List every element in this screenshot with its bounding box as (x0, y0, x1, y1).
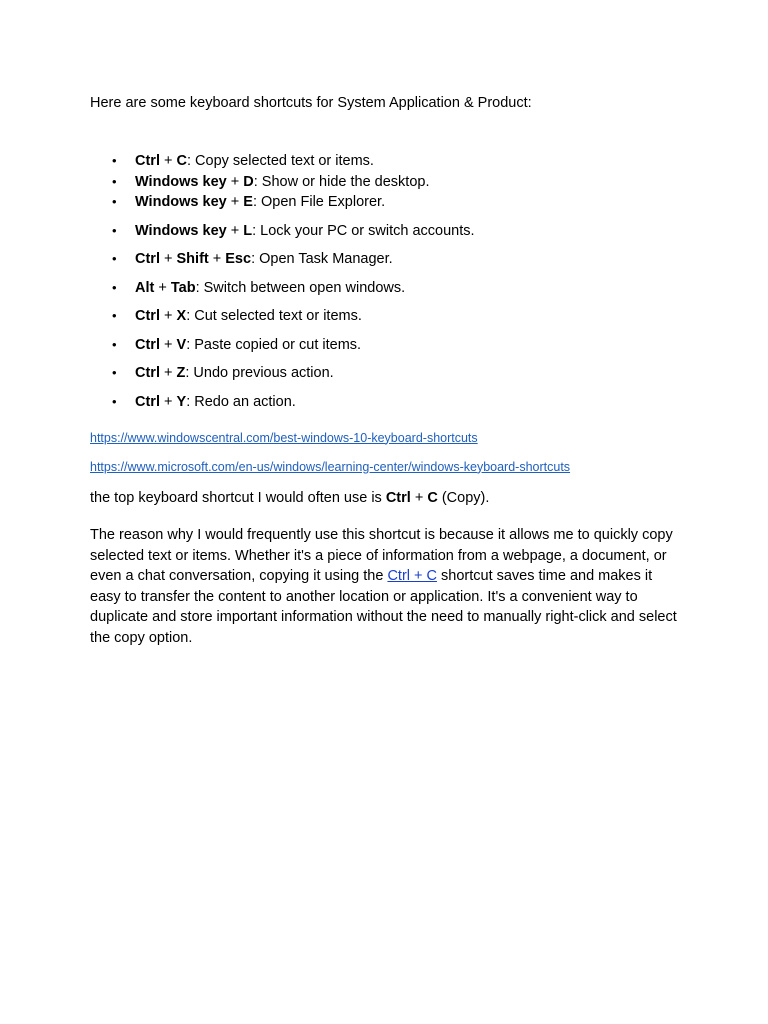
plus-separator: + (159, 153, 177, 169)
shortcut-description: : Open Task Manager. (251, 251, 393, 267)
reason-paragraph (90, 525, 685, 649)
shortcut-key: Ctrl (135, 251, 160, 267)
shortcut-key: V (176, 336, 187, 353)
plus-separator: + (154, 279, 171, 296)
bullet-icon: • (112, 393, 117, 409)
shortcut-key: Windows key (135, 194, 227, 210)
bullet-icon: • (112, 279, 117, 295)
shortcut-key: Z (176, 365, 186, 381)
reason-text-before: The reason why I would frequently use this shortcut is because it allows me to quickly copy selected text or items. Whether it's a piece of information from a webpage, a document, or even a chat conversation, copying it using the (90, 527, 673, 585)
ctrl-c-link[interactable]: Ctrl + C (387, 568, 437, 585)
intro-text: Here are some keyboard shortcuts for System Application & Product: (90, 95, 532, 111)
shortcut-key: X (176, 308, 187, 324)
plus-separator: + (226, 222, 244, 239)
top-shortcut-suffix: (Copy). (437, 489, 490, 506)
bullet-icon: • (112, 222, 117, 238)
bullet-icon: • (112, 365, 117, 380)
bullet-icon: • (112, 153, 117, 168)
shortcut-description: : Open File Explorer. (252, 194, 386, 210)
shortcut-description: : Paste copied or cut items. (186, 336, 362, 353)
bullet-icon: • (112, 308, 117, 323)
shortcut-key: L (243, 222, 253, 239)
plus-separator: + (159, 251, 177, 267)
shortcut-description: : Copy selected text or items. (187, 153, 374, 169)
shortcut-item (90, 192, 690, 212)
shortcut-item (90, 363, 690, 383)
shortcut-item (90, 221, 690, 241)
plus-separator: + (159, 336, 177, 353)
shortcut-item (90, 306, 690, 326)
plus-separator: + (159, 393, 177, 410)
shortcut-key: E (243, 194, 253, 210)
shortcut-key: Windows key (135, 174, 227, 190)
plus-separator: + (226, 194, 244, 210)
shortcut-list (90, 151, 690, 412)
plus-separator: + (208, 251, 226, 267)
shortcut-item (90, 172, 690, 192)
shortcut-key: Y (176, 393, 187, 410)
bullet-icon: • (112, 251, 117, 266)
bullet-icon: • (112, 194, 117, 209)
reason-text-after: shortcut saves time and makes it easy to transfer the content to another location or application. It's a convenient way to duplicate and store important information without the need to manually right-click and select the copy option. (90, 568, 677, 647)
shortcut-key: Alt (135, 279, 155, 296)
shortcut-description: : Redo an action. (186, 393, 296, 410)
reference-link-microsoft[interactable]: https://www.microsoft.com/en-us/windows/learning-center/windows-keyboard-shortcuts (90, 459, 571, 474)
top-shortcut-key-2: C (427, 489, 438, 506)
shortcut-item (90, 249, 690, 269)
shortcut-key: Ctrl (135, 308, 160, 324)
shortcut-item (90, 278, 690, 298)
shortcut-key: Windows key (135, 222, 227, 239)
shortcut-description: : Undo previous action. (185, 365, 334, 381)
shortcut-key: Ctrl (135, 336, 160, 353)
bullet-icon: • (112, 174, 117, 189)
bullet-icon: • (112, 336, 117, 352)
plus-separator: + (226, 174, 244, 190)
shortcut-description: : Switch between open windows. (195, 279, 406, 296)
shortcut-key: C (176, 153, 187, 169)
shortcut-key: Esc (225, 251, 252, 267)
shortcut-item (90, 151, 690, 171)
shortcut-key: Tab (170, 279, 196, 296)
shortcut-item (90, 392, 690, 412)
plus-separator: + (159, 308, 177, 324)
shortcut-key: D (243, 174, 254, 190)
top-shortcut-key-1: Ctrl (385, 489, 411, 506)
shortcut-description: : Cut selected text or items. (186, 308, 362, 324)
shortcut-description: : Lock your PC or switch accounts. (252, 222, 475, 239)
top-shortcut-sentence (90, 488, 685, 509)
shortcut-item (90, 335, 690, 355)
shortcut-key: Ctrl (135, 153, 160, 169)
top-shortcut-plus: + (410, 489, 428, 506)
plus-separator: + (159, 365, 177, 381)
document-page (90, 93, 690, 649)
shortcut-description: : Show or hide the desktop. (253, 174, 430, 190)
reference-link-windowscentral[interactable]: https://www.windowscentral.com/best-windows-10-keyboard-shortcuts (90, 430, 478, 445)
shortcut-key: Shift (176, 251, 209, 267)
shortcut-key: Ctrl (135, 365, 160, 381)
top-shortcut-prefix: the top keyboard shortcut I would often use is (90, 489, 386, 506)
shortcut-key: Ctrl (135, 393, 160, 410)
